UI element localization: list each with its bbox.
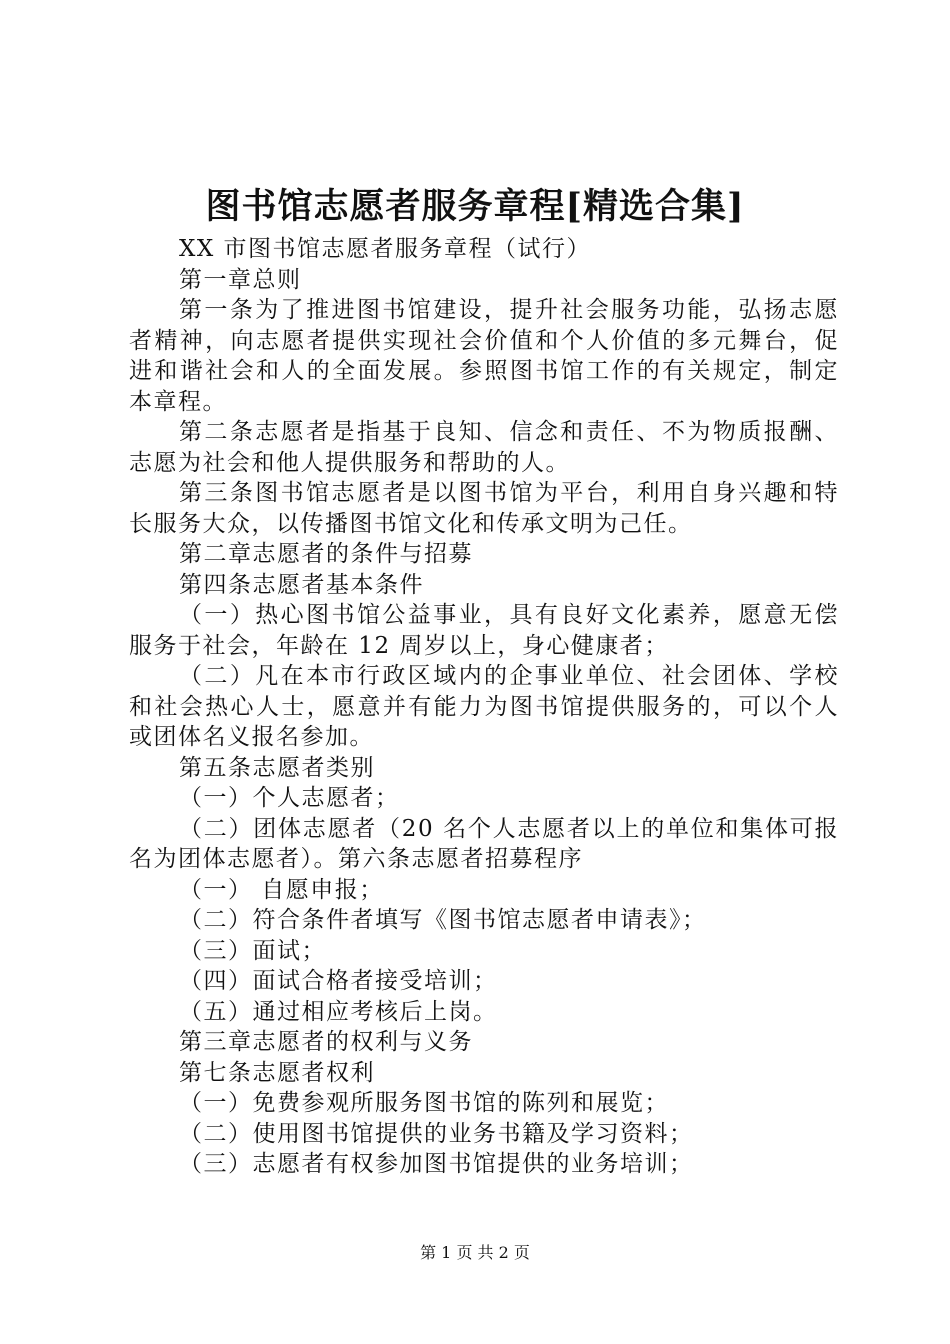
paragraph: （三）面试； (179, 937, 326, 964)
paragraph: 第二条志愿者是指基于良知、信念和责任、不为物质报酬、志愿为社会和他人提供服务和帮助的人。 (129, 419, 839, 476)
paragraph: 第三条图书馆志愿者是以图书馆为平台，利用自身兴趣和特长服务大众，以传播图书馆文化和传承文明为己任。 (129, 480, 839, 537)
paragraph: 第三章志愿者的权利与义务 (179, 1029, 473, 1055)
paragraph: （四）面试合格者接受培训； (179, 968, 498, 994)
paragraph: 第五条志愿者类别 (179, 754, 375, 781)
paragraph: （二）使用图书馆提供的业务书籍及学习资料； (179, 1120, 694, 1147)
paragraph: XX 市图书馆志愿者服务章程（试行） (179, 236, 592, 262)
paragraph: （三）志愿者有权参加图书馆提供的业务培训； (179, 1151, 694, 1177)
paragraph: （一）免费参观所服务图书馆的陈列和展览； (179, 1090, 669, 1116)
paragraph: （一） 自愿申报； (179, 876, 384, 903)
paragraph: （二）团体志愿者（20 名个人志愿者以上的单位和集体可报名为团体志愿者）。第六条志愿者招募程序 (129, 815, 839, 872)
paragraph: （五）通过相应考核后上岗。 (179, 998, 498, 1025)
paragraph: （二）凡在本市行政区域内的企事业单位、社会团体、学校和社会热心人士，愿意并有能力为图书馆提供服务的，可以个人或团体名义报名参加。 (129, 663, 839, 750)
document-body (129, 234, 839, 1180)
paragraph: 第一章总则 (179, 266, 302, 293)
paragraph: （二）符合条件者填写《图书馆志愿者申请表》； (179, 907, 707, 933)
paragraph: 第七条志愿者权利 (179, 1059, 375, 1086)
paragraph: 第四条志愿者基本条件 (179, 571, 424, 598)
paragraph: 第一条为了推进图书馆建设，提升社会服务功能，弘扬志愿者精神，向志愿者提供实现社会价值和个人价值的多元舞台，促进和谐社会和人的全面发展。参照图书馆工作的有关规定，制定本章程。 (129, 297, 839, 415)
page-footer: 第 1 页 共 2 页 (420, 1243, 530, 1262)
paragraph: （一）个人志愿者； (179, 785, 400, 811)
document-title: 图书馆志愿者服务章程[精选合集] (205, 186, 745, 227)
paragraph: 第二章志愿者的条件与招募 (179, 541, 473, 567)
paragraph: （一）热心图书馆公益事业，具有良好文化素养，愿意无偿服务于社会，年龄在 12 周岁以上，身心健康者； (129, 602, 839, 659)
